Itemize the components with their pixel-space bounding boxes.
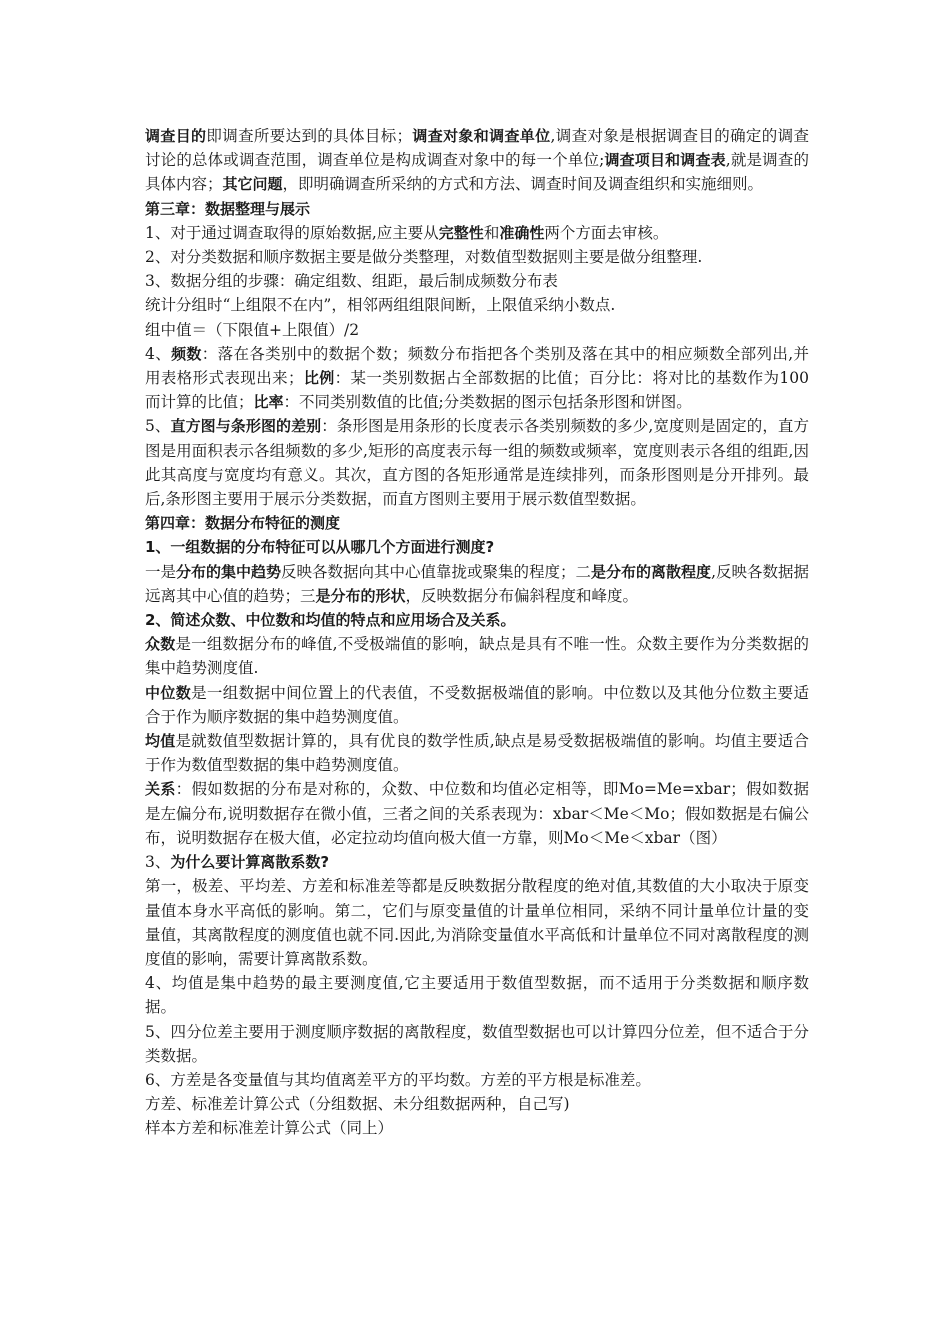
ch3-item-2: 2、对分类数据和顺序数据主要是做分类整理，对数值型数据则主要是做分组整理. (145, 248, 703, 267)
chapter-3-title: 第三章：数据整理与展示 (145, 199, 311, 218)
chapter-4-title: 第四章：数据分布特征的测度 (145, 514, 341, 533)
mean-paragraph: 均值是就数值型数据计算的，具有优良的数学性质,缺点是易受数据极端值的影响。均值主要适合于作为数值型数据的集中趋势测度值。 (145, 732, 809, 775)
keyword: 中位数 (145, 683, 192, 702)
keyword: 直方图与条形图的差别 (170, 417, 322, 436)
keyword: 调查目的 (145, 127, 207, 145)
keyword: 频数 (171, 344, 202, 363)
keyword: 比率 (253, 393, 284, 412)
ch3-midpoint-formula: 组中值＝（下限值+上限值）/2 (145, 320, 360, 339)
median-paragraph: 中位数是一组数据中间位置上的代表值，不受数据极端值的影响。中位数以及其他分位数主要适合于作为顺序数据的集中趋势测度值。 (145, 683, 809, 726)
keyword: 分布的集中趋势 (176, 562, 282, 581)
keyword: 均值 (145, 732, 176, 751)
ch3-grouping-note: 统计分组时“上组限不在内”，相邻两组组限间断，上限值采纳小数点. (145, 296, 616, 315)
keyword: 关系 (145, 780, 176, 799)
ch4-item-6: 6、方差是各变量值与其均值离差平方的平均数。方差的平方根是标准差。 (145, 1070, 651, 1089)
ch4-item-5: 5、四分位差主要用于测度顺序数据的离散程度，数值型数据也可以计算四分位差，但不适合于分类数据。 (145, 1022, 809, 1065)
variance-formula-note: 方差、标准差计算公式（分组数据、未分组数据两种，自己写) (145, 1095, 570, 1114)
keyword: 比例 (303, 369, 335, 388)
ch4-question-3: 3、为什么要计算离散系数? (145, 853, 330, 872)
sample-variance-note: 样本方差和标准差计算公式（同上） (145, 1119, 394, 1138)
ch3-item-3: 3、数据分组的步骤：确定组数、组距，最后制成频数分布表 (145, 272, 558, 291)
ch4-answer-1: 一是分布的集中趋势反映各数据向其中心值靠拢或聚集的程度；二是分布的离散程度,反映各数据据远离其中心值的趋势；三是分布的形状，反映数据分布偏斜程度和峰度。 (145, 562, 809, 605)
keyword: 是分布的形状 (315, 586, 406, 605)
intro-paragraph: 调查目的即调查所要达到的具体目标；调查对象和调查单位,调查对象是根据调查目的确定的调查讨论的总体或调查范围，调查单位是构成调查对象中的每一个单位;调查项目和调查表,就是调查的具体内容；其它问题，即明确调查所采纳的方式和方法、调查时间及调查组织和实施细则。 (145, 127, 809, 194)
ch4-answer-3: 第一，极差、平均差、方差和标准差等都是反映数据分散程度的绝对值,其数值的大小取决于原变量值本身水平高低的影响。第二，它们与原变量值的计量单位相同，采纳不同计量单位计量的变量值，其离散程度的测度值也就不同.因此,为消除变量值水平高低和计量单位不同对离散程度的测度值的影响，需要计算离散系数。 (145, 877, 809, 968)
keyword: 调查项目和调查表 (604, 151, 726, 170)
relation-paragraph: 关系：假如数据的分布是对称的，众数、中位数和均值必定相等，即Mo=Me=xbar；假如数据是左偏分布,说明数据存在微小值，三者之间的关系表现为：xbar＜Me＜Mo；假如数据是右偏公布，说明数据存在极大值，必定拉动均值向极大值一方靠，则Mo＜Me＜xbar（图） (145, 780, 809, 847)
document-page (145, 124, 809, 1141)
keyword: 众数 (145, 635, 176, 654)
ch3-item-5: 5、直方图与条形图的差别：条形图是用条形的长度表示各类别频数的多少,宽度则是固定的，直方图是用面积表示各组频数的多少,矩形的高度表示每一组的频数或频率，宽度则表示各组的组距,因此其高度与宽度均有意义。其次，直方图的各矩形通常是连续排列，而条形图则是分开排列。最后,条形图主要用于展示分类数据，而直方图则主要用于展示数值型数据。 (145, 417, 809, 509)
ch4-item-4: 4、均值是集中趋势的最主要测度值,它主要适用于数值型数据，而不适用于分类数据和顺序数据。 (145, 974, 809, 1017)
keyword: 是分布的离散程度 (591, 562, 712, 581)
ch3-item-1: 1、对于通过调查取得的原始数据,应主要从完整性和准确性两个方面去审核。 (145, 223, 669, 242)
keyword: 准确性 (499, 223, 545, 242)
keyword: 为什么要计算离散系数? (170, 853, 330, 872)
keyword: 完整性 (438, 223, 484, 242)
ch3-item-4: 4、频数：落在各类别中的数据个数；频数分布指把各个类别及落在其中的相应频数全部列出,并用表格形式表现出来；比例：某一类别数据占全部数据的比值；百分比：将对比的基数作为100而计算的比值；比率：不同类别数值的比值;分类数据的图示包括条形图和饼图。 (145, 344, 809, 412)
ch4-question-2: 2、简述众数、中位数和均值的特点和应用场合及关系。 (145, 611, 516, 630)
ch4-question-1: 1、一组数据的分布特征可以从哪几个方面进行测度? (145, 538, 495, 557)
keyword: 其它问题 (222, 175, 283, 194)
mode-paragraph: 众数是一组数据分布的峰值,不受极端值的影响，缺点是具有不唯一性。众数主要作为分类数据的集中趋势测度值. (145, 635, 809, 678)
keyword: 调查对象和调查单位 (412, 127, 551, 145)
